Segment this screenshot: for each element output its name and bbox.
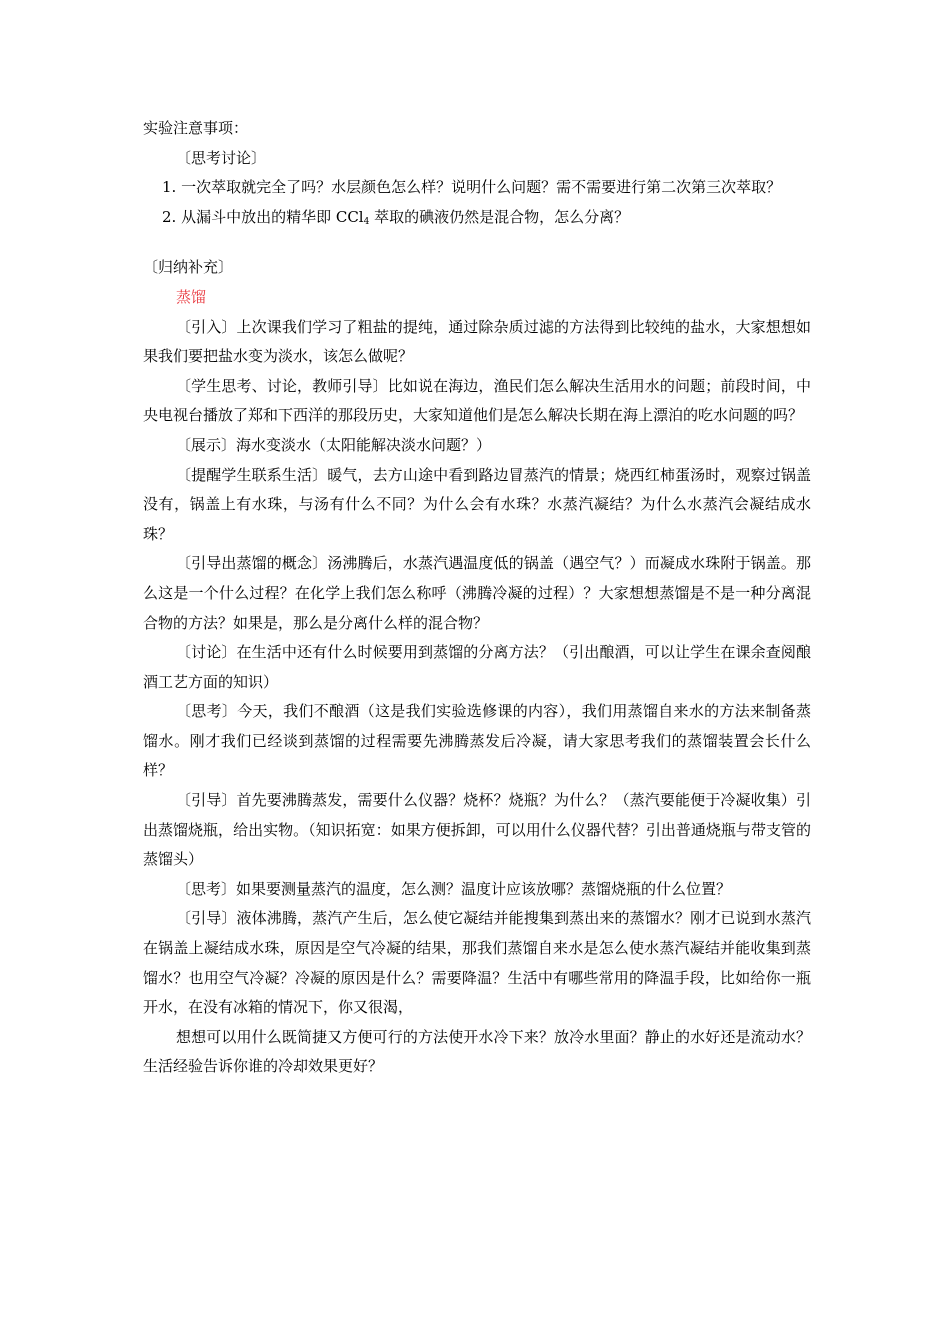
paragraph-guide-2: 〔引导〕液体沸腾，蒸汽产生后，怎么使它凝结并能搜集到蒸出来的蒸馏水？刚才已说到水蒸汽在锅盖上凝结成水珠，原因是空气冷凝的结果，那我们蒸馏自来水是怎么使水蒸汽凝结并能收集到蒸馏水？也用空气冷凝？冷凝的原因是什么？需要降温？生活中有哪些常用的降温手段，比如给你一瓶开水，在没有冰箱的情况下，你又很渴， bbox=[143, 909, 811, 1017]
topic-heading: 蒸馏 bbox=[176, 287, 207, 306]
question-2-subscript: 4 bbox=[363, 216, 370, 227]
paragraph-discussion: 〔讨论〕在生活中还有什么时候要用到蒸馏的分离方法？（引出酿酒，可以让学生在课余查阅酿酒工艺方面的知识） bbox=[143, 643, 811, 691]
paragraph-think-2: 〔思考〕如果要测量蒸汽的温度，怎么测？温度计应该放哪？蒸馏烧瓶的什么位置？ bbox=[176, 879, 732, 898]
paragraph-gap bbox=[143, 232, 811, 253]
paragraph-daily-life: 〔提醒学生联系生活〕暖气，去方山途中看到路边冒蒸汽的情景；烧西红柿蛋汤时，观察过锅盖没有，锅盖上有水珠，与汤有什么不同？为什么会有水珠？水蒸汽凝结？为什么水蒸汽会凝结成水珠？ bbox=[143, 465, 811, 543]
discussion-label: 〔思考讨论〕 bbox=[176, 148, 267, 167]
paragraph-closing: 想想可以用什么既简捷又方便可行的方法使开水冷下来？放冷水里面？静止的水好还是流动水？生活经验告诉你谁的冷却效果更好？ bbox=[143, 1027, 811, 1076]
paragraph-guide-1: 〔引导〕首先要沸腾蒸发，需要什么仪器？烧杯？烧瓶？为什么？（蒸汽要能便于冷凝收集）引出蒸馏烧瓶，给出实物。（知识拓宽：如果方便拆卸，可以用什么仪器代替？引出普通烧瓶与带支管的蒸馏头） bbox=[143, 791, 811, 869]
paragraph-concept: 〔引导出蒸馏的概念〕汤沸腾后，水蒸汽遇温度低的锅盖（遇空气？）而凝成水珠附于锅盖。那么这是一个什么过程？在化学上我们怎么称呼（沸腾冷凝的过程）？大家想想蒸馏是不是一种分离混合物的方法？如果是，那么是分离什么样的混合物？ bbox=[143, 554, 811, 632]
paragraph-think: 〔思考〕今天，我们不酿酒（这是我们实验选修课的内容），我们用蒸馏自来水的方法来制备蒸馏水。刚才我们已经谈到蒸馏的过程需要先沸腾蒸发后冷凝，请大家思考我们的蒸馏装置会长什么样？ bbox=[143, 702, 811, 780]
paragraph-student-discussion: 〔学生思考、讨论，教师引导〕比如说在海边，渔民们怎么解决生活用水的问题；前段时间，中央电视台播放了郑和下西洋的那段历史，大家知道他们是怎么解决长期在海上漂泊的吃水问题的吗？ bbox=[143, 376, 811, 425]
paragraph-intro: 〔引入〕上次课我们学习了粗盐的提纯，通过除杂质过滤的方法得到比较纯的盐水，大家想想如果我们要把盐水变为淡水，该怎么做呢？ bbox=[143, 317, 811, 366]
question-2-text: 2. 从漏斗中放出的精华即 CCl bbox=[162, 207, 364, 226]
summary-label: 〔归纳补充〕 bbox=[143, 258, 234, 277]
question-2-text-end: 萃取的碘液仍然是混合物，怎么分离？ bbox=[369, 207, 630, 226]
notes-heading: 实验注意事项： bbox=[143, 119, 249, 137]
paragraph-display: 〔展示〕海水变淡水（太阳能解决淡水问题？） bbox=[176, 435, 492, 454]
document-page bbox=[143, 114, 811, 1082]
question-2 bbox=[143, 203, 811, 233]
question-1: 1. 一次萃取就完全了吗？水层颜色怎么样？说明什么问题？需不需要进行第二次第三次萃取？ bbox=[162, 178, 782, 197]
